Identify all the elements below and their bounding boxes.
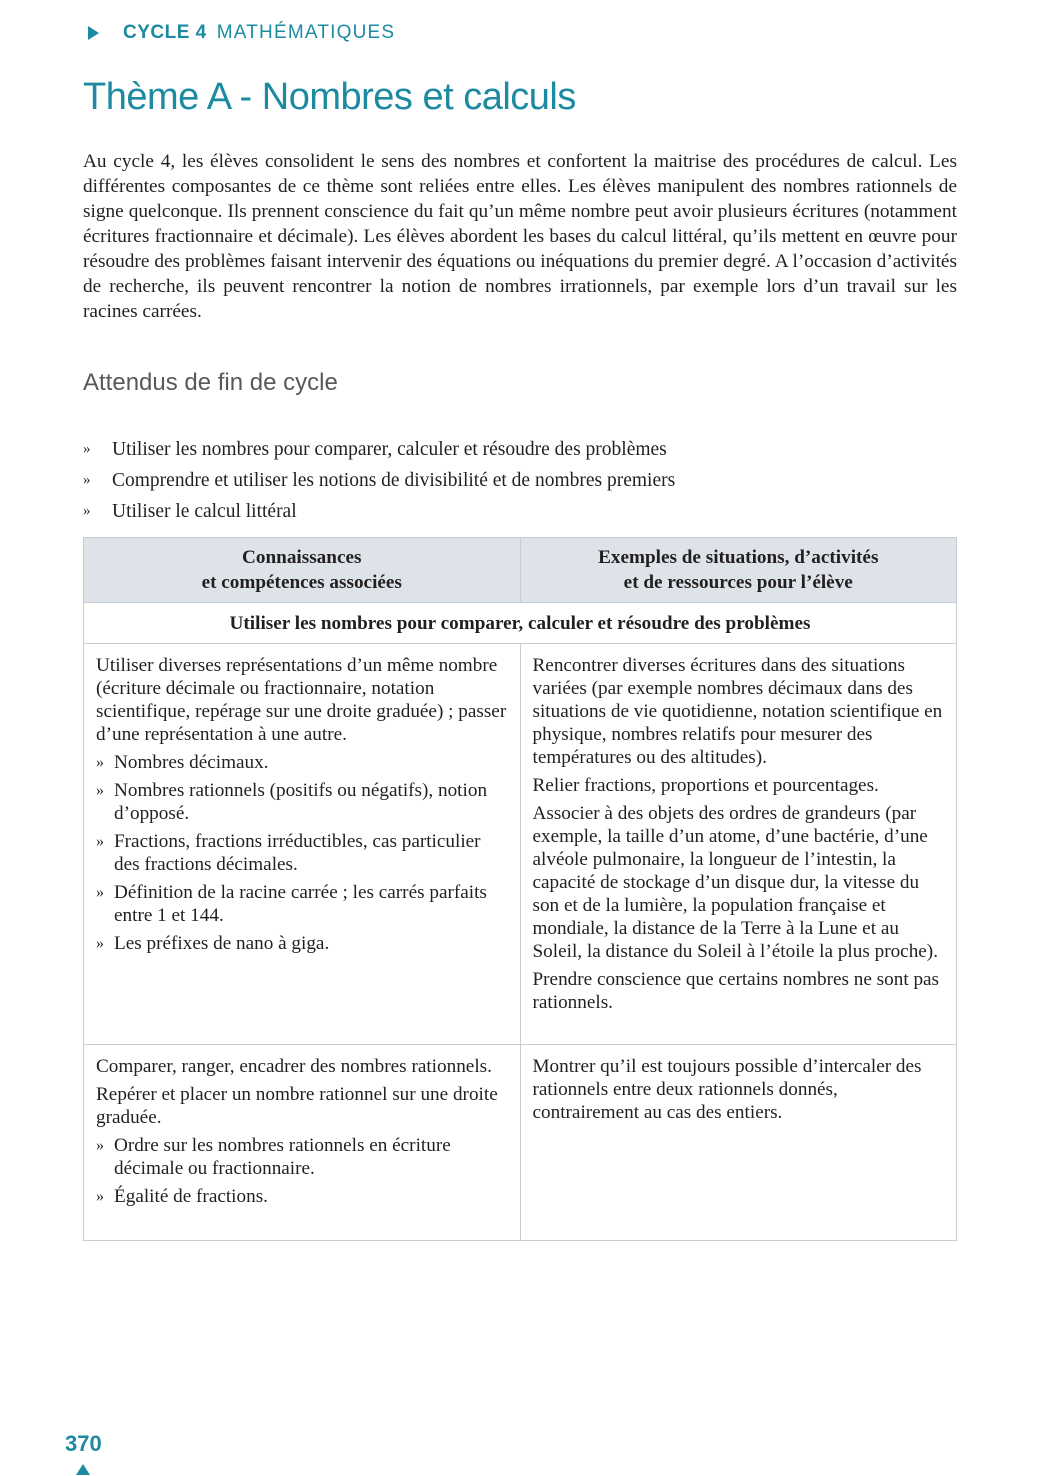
list-item: » Définition de la racine carrée ; les carrés parfaits entre 1 et 144. [96,882,487,926]
intro-paragraph: Au cycle 4, les élèves consolident le sens des nombres et confortent la maitrise des procédures de calcul. Les différentes composantes de ce thème sont reliées entre elles. Les élèves manipulent des nombres rationnels de signe quelconque. Ils prennent conscience du fait qu’un même nombre peut avoir plusieurs écritures (notamment écritures fractionnaire et décimale). Les élèves abordent les bases du calcul littéral, qu’ils mettent en œuvre pour résoudre des problèmes faisant intervenir des équations ou inéquations du premier degré. A l’occasion d’activités de recherche, ils peuvent rencontrer la notion de nombres irrationnels, par exemple lors d’un travail sur les racines carrées. [83,151,957,322]
list-item-text: Utiliser les nombres pour comparer, calculer et résoudre des problèmes [112,438,667,460]
section-title: Utiliser les nombres pour comparer, calculer et résoudre des problèmes [84,603,957,644]
list-item: » Fractions, fractions irréductibles, cas particulier des fractions décimales. [96,831,481,875]
list-item-text: Comprendre et utiliser les notions de divisibilité et de nombres premiers [112,469,676,491]
list-item: » Égalité de fractions. [96,1186,268,1207]
attendus-list [83,434,675,527]
bullet-chevron-icon: » [83,472,91,488]
list-item: » Les préfixes de nano à giga. [96,933,330,954]
table-cell-connaissances: Utiliser diverses représentations d’un même nombre (écriture décimale ou fractionnaire, notation scientifique, repérage sur une droite graduée) ; passer d’une représentation à une autre. » Nombres décimaux. » Nombres rationnels (positifs ou négatifs), notion d’opposé. » Fractions, fractions irréductibles, cas particulier des fractions décimales. » Définition de la racine carrée ; les carrés parfaits entre 1 et 144. » Les préfixes de nano à giga. [84,644,521,1045]
bullet-chevron-icon: » [96,1188,104,1205]
column-header-connaissances: Connaissances et compétences associées [84,538,521,603]
table-row [84,644,957,1045]
document-header [88,22,395,44]
bullet-chevron-icon: » [96,754,104,771]
page-number: 370 [65,1431,102,1456]
table-cell-exemples: Rencontrer diverses écritures dans des situations variées (par exemple nombres décimaux dans des situations de vie quotidienne, notation scientifique en physique, nombres relatifs pour mesurer des températures ou des altitudes). Relier fractions, proportions et pourcentages. Associer à des objets des ordres de grandeurs (par exemple, la taille d’un atome, d’une bactérie, d’une alvéole pulmonaire, la longueur de l’intestin, la capacité de stockage d’un disque dur, la vitesse du son et de la lumière, la population française et mondiale, la distance de la Terre à la Lune et au Soleil, la distance du Soleil à l’étoile la plus proche). Prendre conscience que certains nombres ne sont pas rationnels. [520,644,957,1045]
bullet-chevron-icon: » [96,1137,104,1154]
section-heading: Attendus de fin de cycle [83,369,338,396]
table-cell-connaissances: Comparer, ranger, encadrer des nombres rationnels. Repérer et placer un nombre rationnel sur une droite graduée. » Ordre sur les nombres rationnels en écriture décimale ou fractionnaire. » Égalité de fractions. [84,1045,521,1241]
column-header-exemples: Exemples de situations, d’activités et de ressources pour l’élève [520,538,957,603]
table-section-row [84,603,957,644]
bullet-chevron-icon: » [96,884,104,901]
subject-label: MATHÉMATIQUES [216,22,396,43]
bullet-chevron-icon: » [96,782,104,799]
cycle-label: CYCLE 4 [123,22,207,43]
list-item [83,465,675,496]
list-item: » Nombres décimaux. [96,752,269,773]
competences-table [83,537,957,1241]
table-cell-exemples: Montrer qu’il est toujours possible d’intercaler des rationnels entre deux rationnels donnés, contrairement au cas des entiers. [520,1045,957,1241]
bullet-chevron-icon: » [83,503,91,519]
list-item [83,434,675,465]
page-title: Thème A - Nombres et calculs [83,76,576,118]
bullet-chevron-icon: » [96,833,104,850]
list-item: » Nombres rationnels (positifs ou négatifs), notion d’opposé. [96,780,488,824]
list-item-text: Utiliser le calcul littéral [112,500,297,522]
list-item: » Ordre sur les nombres rationnels en écriture décimale ou fractionnaire. [96,1135,451,1179]
table-header-row [84,538,957,603]
bullet-chevron-icon: » [83,441,91,457]
bullet-chevron-icon: » [96,935,104,952]
list-item [83,496,675,527]
table-row [84,1045,957,1241]
up-arrow-icon [76,1464,90,1475]
play-arrow-icon [88,26,99,40]
